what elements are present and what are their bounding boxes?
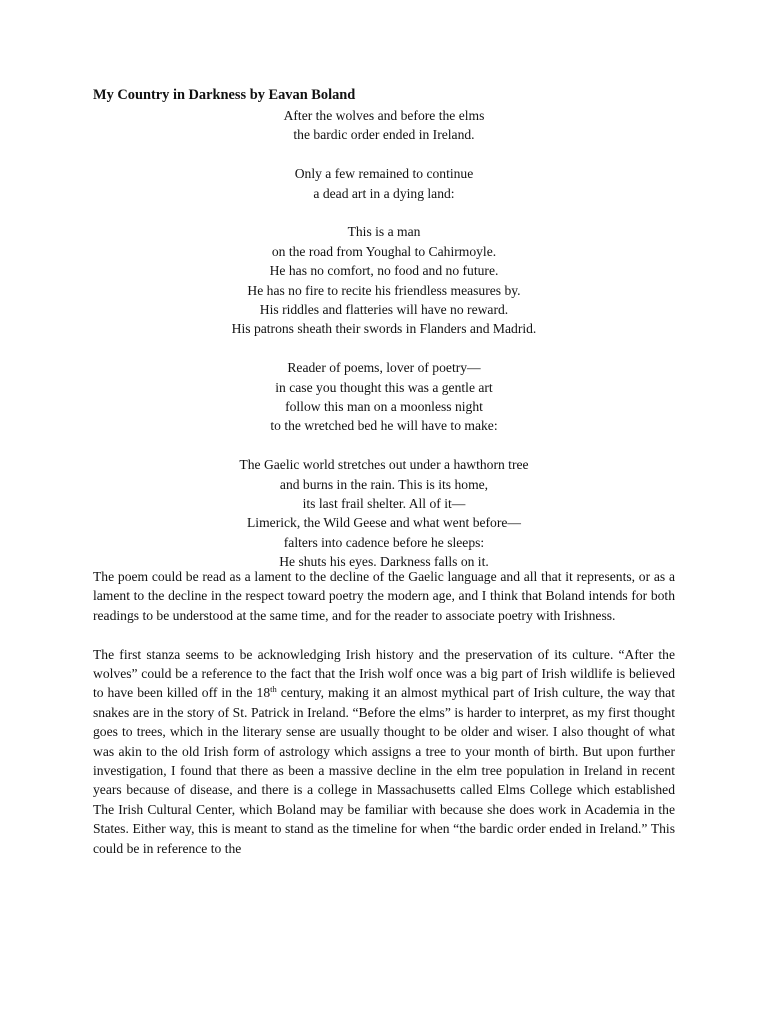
poem-line: a dead art in a dying land: [313, 185, 455, 201]
document-title: My Country in Darkness by Eavan Boland [93, 87, 356, 103]
poem-line: He has no fire to recite his friendless measures by. [247, 282, 521, 298]
poem-line: Reader of poems, lover of poetry— [287, 360, 481, 376]
poem-stanza-1 [93, 106, 675, 145]
poem-stanza-2 [93, 164, 675, 203]
poem-line: the bardic order ended in Ireland. [293, 127, 475, 143]
poem-line: He shuts his eyes. Darkness falls on it. [279, 554, 489, 570]
poem-line: to the wretched bed he will have to make: [270, 418, 498, 434]
paragraph-text: The first stanza seems to be acknowledging Irish history and the preservation of its culture. “After the wolves” could be a reference to the fact that the Irish wolf once was a big part of Irish wildlife is believed to have been killed off in the 18 [93, 646, 675, 701]
poem-line: its last frail shelter. All of it— [302, 496, 466, 512]
poem-line: follow this man on a moonless night [285, 399, 483, 415]
essay-paragraph-2 [93, 645, 675, 858]
paragraph-text: century, making it an almost mythical part of Irish culture, the way that snakes are in the story of St. Patrick in Ireland. “Before the elms” is harder to interpret, as my first thought goes to trees, which in the literary sense are usually thought to be older and wiser. I also thought of what was akin to the old Irish form of astrology which assigns a tree to your month of birth. But upon further investigation, I found that there as been a massive decline in the elm tree population in Ireland in recent years because of disease, and there is a college in Massachusetts called Elms College which established The Irish Cultural Center, which Boland may be familiar with because she does work in Academia in the States. Either way, this is meant to stand as the timeline for when “the bardic order ended in Ireland.” This could be in reference to the [93, 685, 675, 856]
poem-stanza-5 [93, 455, 675, 571]
essay-paragraph-1: The poem could be read as a lament to the decline of the Gaelic language and all that it represents, or as a lament to the decline in the respect toward poetry the modern age, and I think that Boland intends for both readings to be understood at the same time, and for the reader to associate poetry with Irishness. [93, 569, 675, 623]
poem-line: Limerick, the Wild Geese and what went before— [247, 515, 521, 531]
poem-line: His riddles and flatteries will have no reward. [259, 302, 509, 318]
poem-line: The Gaelic world stretches out under a hawthorn tree [239, 457, 529, 473]
ordinal-superscript: th [270, 684, 277, 695]
poem-line: on the road from Youghal to Cahirmoyle. [271, 243, 497, 259]
poem-line: He has no comfort, no food and no future. [269, 263, 499, 279]
poem-line: This is a man [347, 224, 421, 240]
poem-line: falters into cadence before he sleeps: [283, 534, 485, 550]
essay-body [93, 567, 675, 877]
poem-stanza-3 [93, 222, 675, 338]
poem-stanza-4 [93, 358, 675, 436]
poem-line: After the wolves and before the elms [283, 108, 485, 123]
poem-line: His patrons sheath their swords in Flanders and Madrid. [231, 321, 537, 337]
poem-line: in case you thought this was a gentle art [275, 379, 493, 395]
poem-line: and burns in the rain. This is its home, [279, 476, 489, 492]
poem [93, 106, 675, 572]
poem-line: Only a few remained to continue [294, 166, 474, 182]
